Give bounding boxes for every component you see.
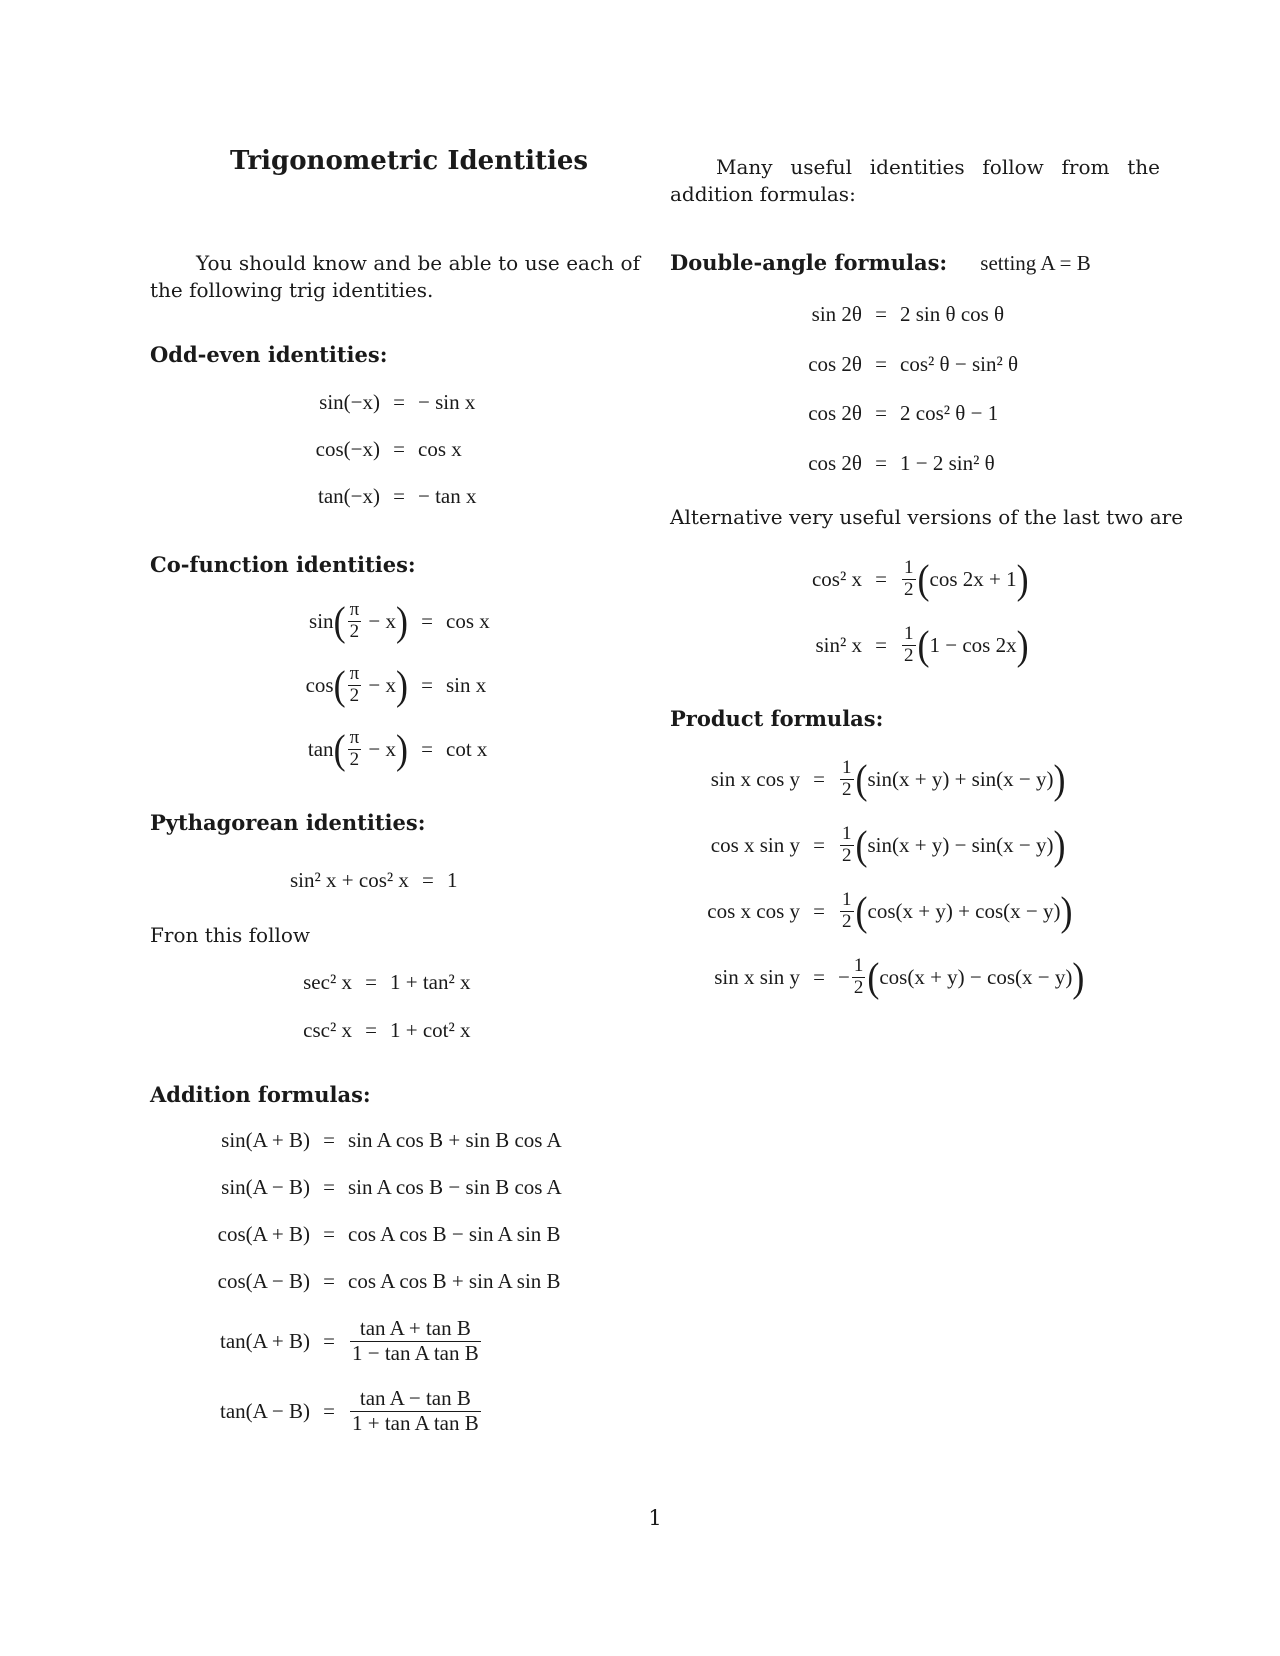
equals-sign: = bbox=[323, 1269, 335, 1293]
equation-rhs: sin A cos B + sin B cos A bbox=[348, 1128, 562, 1152]
double-angle-row bbox=[770, 352, 1018, 377]
odd-even-row bbox=[260, 390, 475, 415]
product-row bbox=[680, 882, 1073, 940]
equals-sign: = bbox=[323, 1328, 335, 1353]
denominator: 1 + tan A tan B bbox=[352, 1410, 479, 1435]
equation-lhs: tan(A − B) bbox=[220, 1398, 310, 1423]
equation-lhs: cos 2θ bbox=[808, 352, 862, 376]
numerator: 1 bbox=[842, 822, 852, 844]
equals-sign: = bbox=[875, 302, 887, 326]
equals-sign: = bbox=[813, 898, 825, 923]
equation-rhs: 1 − 2 sin² θ bbox=[900, 451, 995, 475]
equals-sign: = bbox=[875, 451, 887, 475]
left-paren: ( bbox=[333, 662, 346, 708]
equation-lhs: cos x sin y bbox=[710, 832, 800, 857]
equals-sign: = bbox=[421, 672, 433, 697]
equals-sign: = bbox=[323, 1398, 335, 1423]
function-name: cos bbox=[305, 672, 334, 697]
inner-term: − x bbox=[368, 736, 396, 761]
fraction bbox=[350, 1387, 481, 1434]
equation-rhs: cos A cos B + sin A sin B bbox=[348, 1269, 561, 1293]
equation-rhs: cos A cos B − sin A sin B bbox=[348, 1222, 561, 1246]
equation-rhs: cos² θ − sin² θ bbox=[900, 352, 1019, 376]
inner-term: cos 2x + 1 bbox=[929, 566, 1017, 591]
equation-lhs: sin(A − B) bbox=[221, 1175, 310, 1199]
page-number: 1 bbox=[648, 1506, 662, 1530]
equation-lhs: tan(−x) bbox=[318, 484, 380, 508]
equals-sign: = bbox=[365, 970, 377, 994]
denominator: 2 bbox=[853, 976, 864, 998]
fraction bbox=[840, 824, 854, 867]
left-paren: ( bbox=[333, 726, 346, 772]
pythagorean-row bbox=[290, 1018, 471, 1043]
denominator: 2 bbox=[349, 620, 360, 642]
equation-rhs: cos x bbox=[418, 437, 462, 461]
denominator: 2 bbox=[349, 748, 360, 770]
inner-term: − x bbox=[368, 672, 396, 697]
equation-lhs: sin(A + B) bbox=[221, 1128, 310, 1152]
odd-even-heading: Odd-even identities: bbox=[150, 342, 388, 367]
left-paren: ( bbox=[855, 888, 868, 934]
sign: − bbox=[838, 964, 850, 989]
addition-row bbox=[190, 1175, 562, 1200]
inner-term: 1 − cos 2x bbox=[929, 632, 1017, 657]
equation-lhs: sin x sin y bbox=[714, 964, 800, 989]
numerator: 1 bbox=[904, 622, 914, 644]
left-paren: ( bbox=[855, 756, 868, 802]
right-paren: ) bbox=[1072, 954, 1085, 1000]
right-paren: ) bbox=[1016, 622, 1029, 668]
function-name: tan bbox=[307, 736, 334, 761]
equation-lhs: cos 2θ bbox=[808, 401, 862, 425]
right-paren: ) bbox=[1060, 888, 1073, 934]
inner-term: sin(x + y) + sin(x − y) bbox=[867, 766, 1054, 791]
fraction bbox=[348, 728, 362, 771]
cofunction-heading: Co-function identities: bbox=[150, 552, 416, 577]
follow-text: Fron this follow bbox=[150, 923, 311, 947]
equation-lhs: sin² x + cos² x bbox=[290, 868, 409, 892]
equals-sign: = bbox=[875, 401, 887, 425]
double-angle-row bbox=[770, 401, 998, 426]
equation-lhs bbox=[260, 664, 408, 707]
equals-sign: = bbox=[422, 868, 434, 892]
inner-term: cos(x + y) − cos(x − y) bbox=[879, 964, 1073, 989]
equation-rhs: 1 + tan² x bbox=[390, 970, 471, 994]
equation-rhs: cot x bbox=[446, 736, 488, 761]
equation-lhs: cos(−x) bbox=[315, 437, 380, 461]
numerator: 1 bbox=[842, 888, 852, 910]
fraction bbox=[350, 1317, 481, 1364]
equals-sign: = bbox=[393, 437, 405, 461]
equals-sign: = bbox=[875, 632, 887, 657]
equation-rhs: 1 bbox=[446, 868, 458, 892]
addition-row bbox=[190, 1269, 561, 1294]
cofunction-row bbox=[260, 720, 487, 778]
equals-sign: = bbox=[875, 352, 887, 376]
inner-term: sin(x + y) − sin(x − y) bbox=[867, 832, 1054, 857]
left-paren: ( bbox=[867, 954, 880, 1000]
fraction bbox=[852, 956, 866, 999]
double-angle-row bbox=[770, 302, 1004, 327]
equals-sign: = bbox=[813, 832, 825, 857]
denominator: 2 bbox=[349, 684, 360, 706]
equals-sign: = bbox=[365, 1018, 377, 1042]
function-name: sin bbox=[309, 608, 334, 633]
left-paren: ( bbox=[917, 556, 930, 602]
product-row bbox=[680, 948, 1084, 1006]
right-paren: ) bbox=[1053, 756, 1066, 802]
numerator: π bbox=[349, 662, 360, 684]
right-paren: ) bbox=[396, 726, 408, 772]
product-heading: Product formulas: bbox=[670, 706, 884, 731]
cofunction-row bbox=[260, 656, 486, 714]
equation-rhs: − sin x bbox=[418, 390, 476, 414]
equals-sign: = bbox=[875, 566, 887, 591]
alternative-text: Alternative very useful versions of the last two are bbox=[670, 505, 1184, 529]
intro-paragraph: You should know and be able to use each of the following trig identities. bbox=[150, 251, 640, 302]
numerator: π bbox=[349, 598, 360, 620]
right-intro-paragraph: Many useful identities follow from the addition formulas: bbox=[670, 155, 1160, 206]
alternative-row bbox=[770, 616, 1029, 674]
pythagorean-row bbox=[290, 868, 457, 893]
numerator: 1 bbox=[853, 954, 864, 976]
equation-lhs: cos(A − B) bbox=[217, 1269, 310, 1293]
equation-lhs: cos x cos y bbox=[707, 898, 800, 923]
denominator: 1 − tan A tan B bbox=[352, 1340, 479, 1365]
fraction bbox=[348, 600, 362, 643]
addition-fraction-row bbox=[190, 1380, 483, 1442]
numerator: tan A + tan B bbox=[359, 1316, 471, 1341]
alternative-row bbox=[770, 550, 1029, 608]
equation-rhs: cos x bbox=[446, 608, 490, 633]
double-angle-heading-line bbox=[670, 250, 1091, 276]
right-paren: ) bbox=[1053, 822, 1066, 868]
double-angle-heading: Double-angle formulas: bbox=[670, 250, 948, 275]
equals-sign: = bbox=[421, 608, 433, 633]
equals-sign: = bbox=[393, 484, 405, 508]
numerator: tan A − tan B bbox=[359, 1386, 471, 1411]
pythagorean-heading: Pythagorean identities: bbox=[150, 810, 426, 835]
equals-sign: = bbox=[813, 766, 825, 791]
equation-lhs: cos² x bbox=[811, 566, 862, 591]
left-paren: ( bbox=[333, 598, 346, 644]
equation-lhs bbox=[260, 728, 408, 771]
product-row bbox=[680, 750, 1066, 808]
cofunction-row bbox=[260, 592, 490, 650]
equation-rhs: 2 sin θ cos θ bbox=[900, 302, 1005, 326]
denominator: 2 bbox=[904, 644, 914, 666]
equation-lhs: cos(A + B) bbox=[217, 1222, 310, 1246]
equals-sign: = bbox=[813, 964, 825, 989]
inner-term: − x bbox=[368, 608, 396, 633]
equation-rhs: sin x bbox=[446, 672, 487, 697]
equation-lhs: sin(−x) bbox=[319, 390, 380, 414]
inner-term: cos(x + y) + cos(x − y) bbox=[867, 898, 1061, 923]
equals-sign: = bbox=[323, 1222, 335, 1246]
right-paren: ) bbox=[396, 598, 408, 644]
equals-sign: = bbox=[323, 1175, 335, 1199]
fraction bbox=[902, 558, 916, 601]
numerator: 1 bbox=[842, 756, 852, 778]
equation-lhs: cos 2θ bbox=[808, 451, 862, 475]
equals-sign: = bbox=[421, 736, 433, 761]
denominator: 2 bbox=[842, 844, 852, 866]
denominator: 2 bbox=[842, 910, 852, 932]
denominator: 2 bbox=[842, 778, 852, 800]
equation-rhs: 1 + cot² x bbox=[390, 1018, 471, 1042]
addition-row bbox=[190, 1222, 561, 1247]
addition-row bbox=[190, 1128, 562, 1153]
equation-lhs: sin² x bbox=[815, 632, 862, 657]
addition-heading: Addition formulas: bbox=[150, 1082, 371, 1107]
equation-lhs: sin x cos y bbox=[710, 766, 800, 791]
equation-lhs: tan(A + B) bbox=[220, 1328, 310, 1353]
fraction bbox=[902, 624, 916, 667]
numerator: 1 bbox=[904, 556, 914, 578]
right-paren: ) bbox=[1016, 556, 1029, 602]
equation-rhs: − tan x bbox=[418, 484, 477, 508]
left-paren: ( bbox=[917, 622, 930, 668]
pythagorean-row bbox=[290, 970, 471, 995]
fraction bbox=[840, 758, 854, 801]
equals-sign: = bbox=[323, 1128, 335, 1152]
left-paren: ( bbox=[855, 822, 868, 868]
equals-sign: = bbox=[393, 390, 405, 414]
fraction bbox=[840, 890, 854, 933]
addition-fraction-row bbox=[190, 1310, 483, 1372]
odd-even-row bbox=[260, 484, 477, 509]
right-paren: ) bbox=[396, 662, 408, 708]
product-row bbox=[680, 816, 1066, 874]
equation-lhs bbox=[260, 600, 408, 643]
double-angle-note: setting A = B bbox=[980, 251, 1091, 275]
odd-even-row bbox=[260, 437, 462, 462]
fraction bbox=[348, 664, 362, 707]
equation-lhs: sec² x bbox=[303, 970, 352, 994]
equation-lhs: sin 2θ bbox=[811, 302, 862, 326]
numerator: π bbox=[349, 726, 360, 748]
page-title: Trigonometric Identities bbox=[230, 146, 589, 176]
equation-rhs: 2 cos² θ − 1 bbox=[900, 401, 999, 425]
equation-rhs: sin A cos B − sin B cos A bbox=[348, 1175, 562, 1199]
equation-lhs: csc² x bbox=[303, 1018, 352, 1042]
double-angle-row bbox=[770, 451, 995, 476]
denominator: 2 bbox=[904, 578, 914, 600]
